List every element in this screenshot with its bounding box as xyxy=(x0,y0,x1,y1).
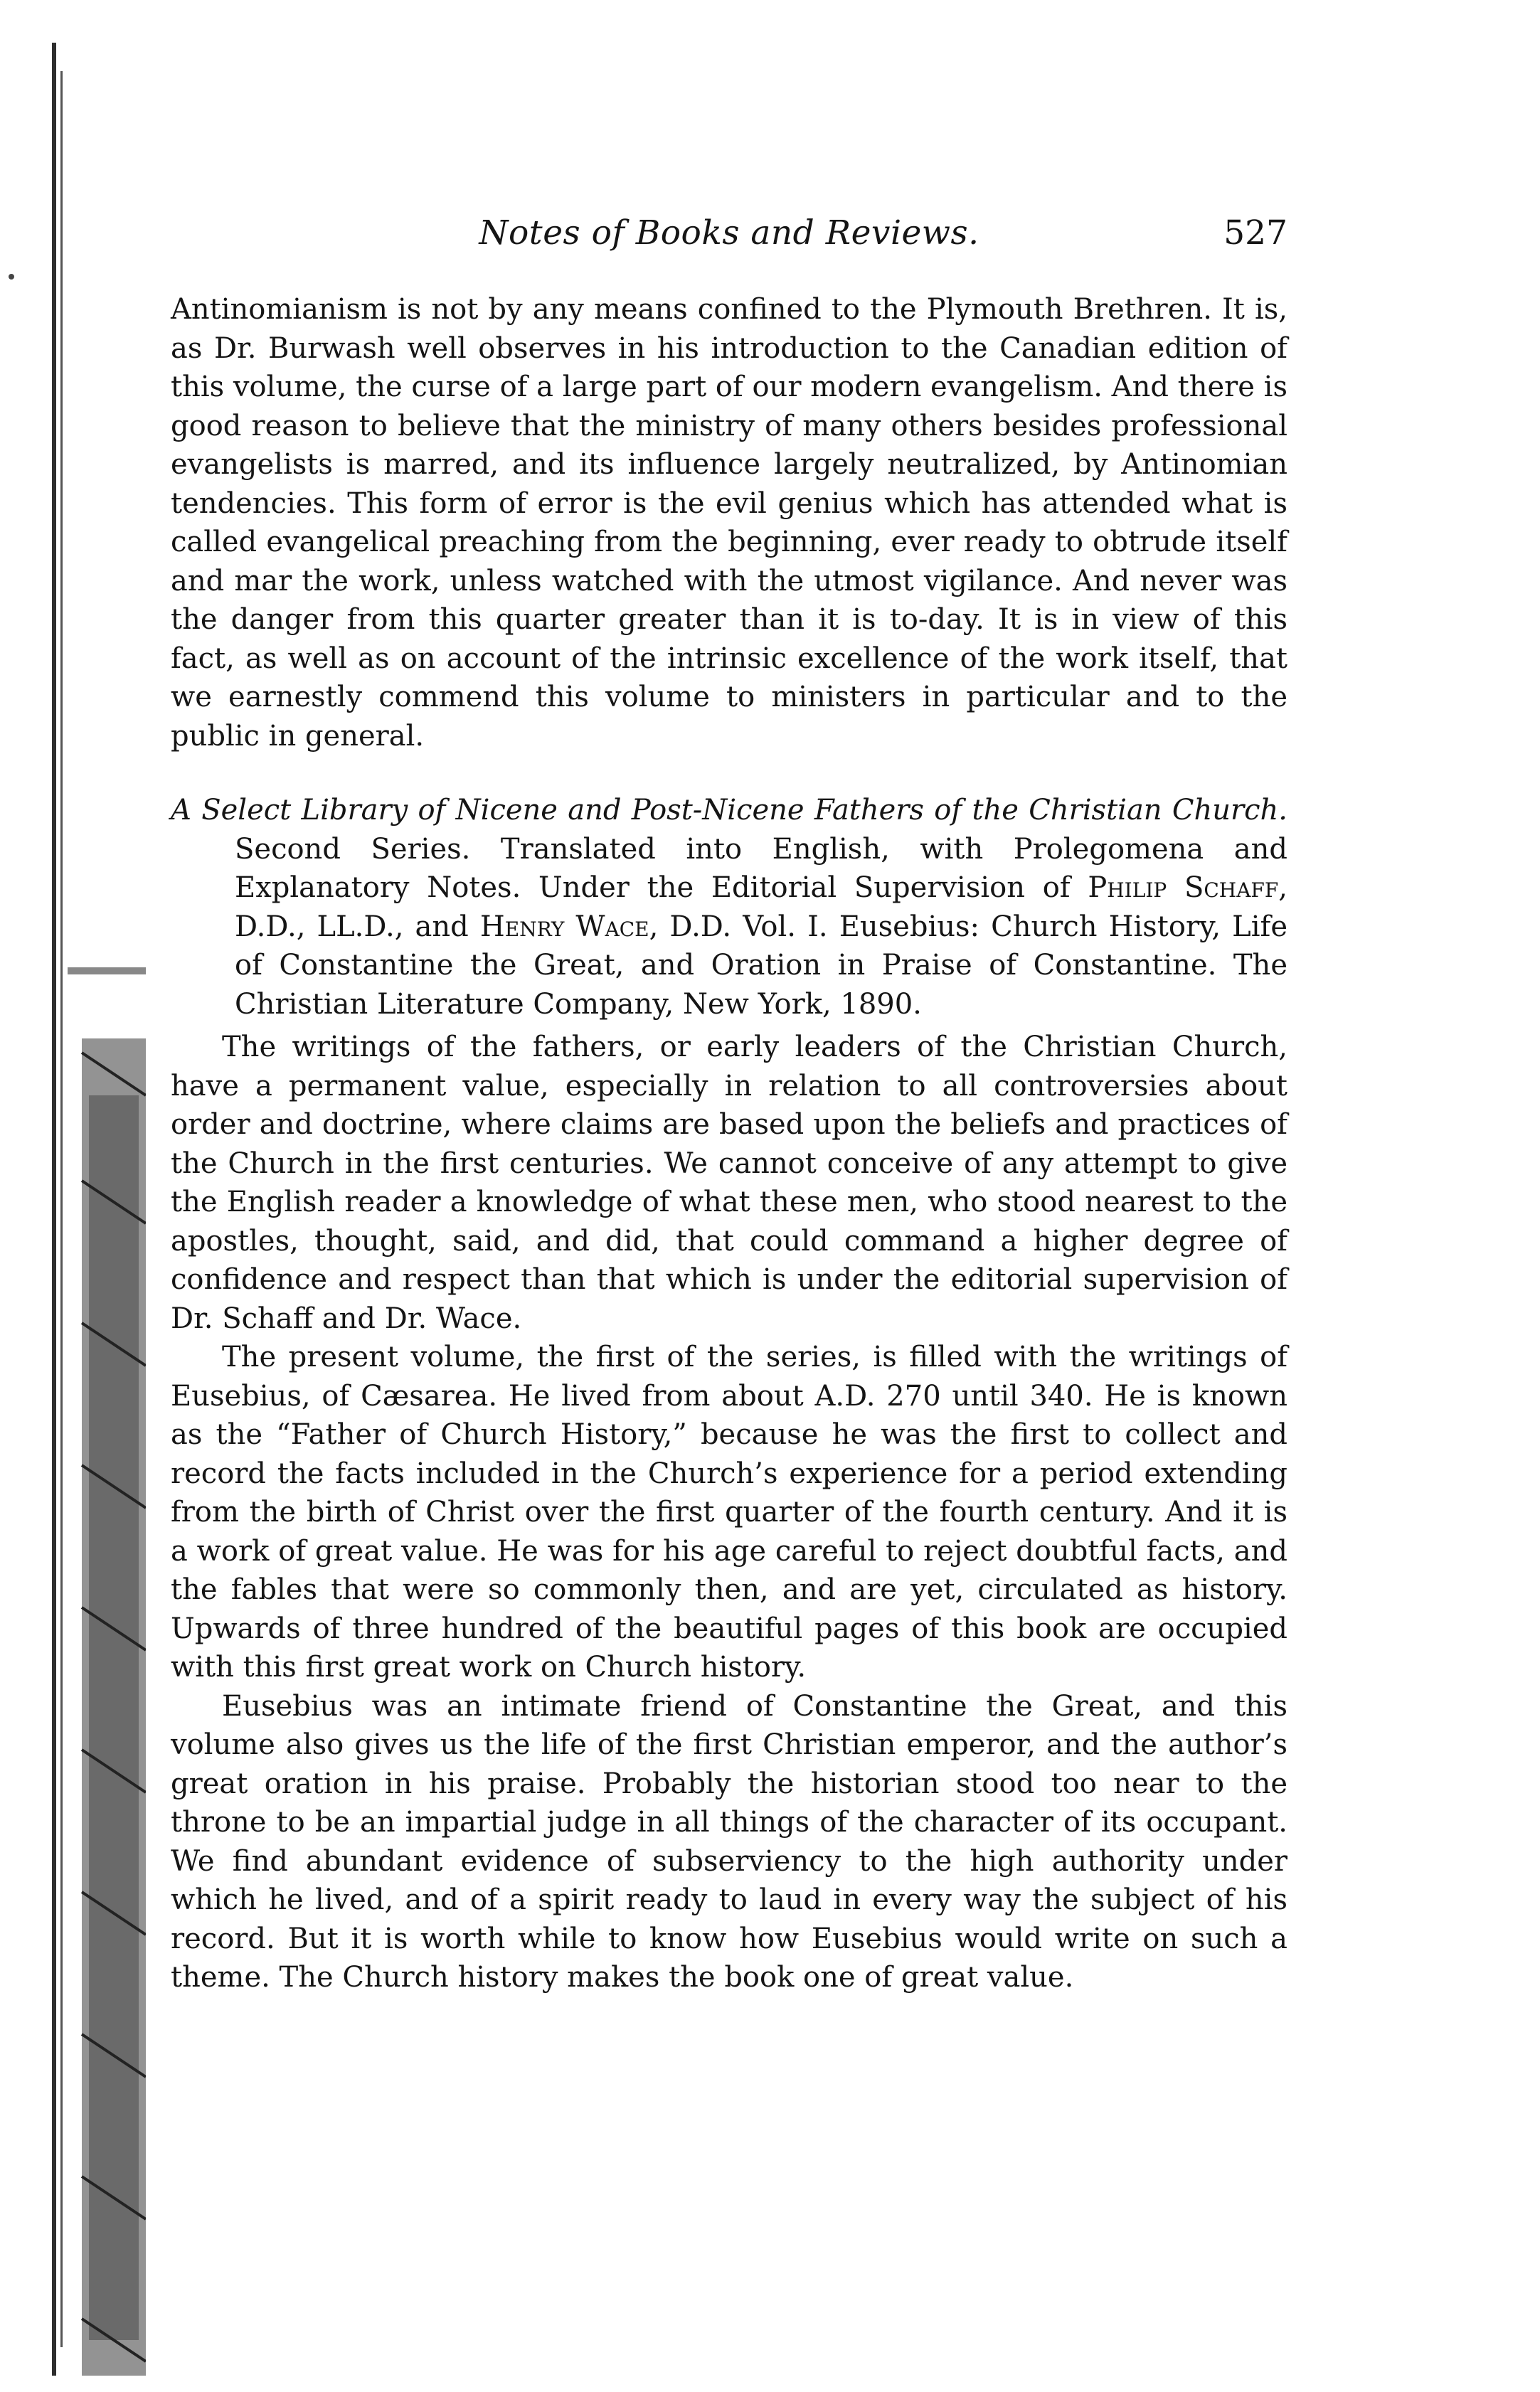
editor-wace: Henry Wace xyxy=(479,910,649,943)
paragraph-antinomianism: Antinomianism is not by any means confined to the Plymouth Brethren. It is, as Dr. Burwash well observes in his introduction to the Canadian edition of this volume, the curse of a large part of our modern evangelism. And there is good reason to believe that the ministry of many others besides professional evangelists is marred, and its influence largely neutralized, by Antinomian tendencies. This form of error is the evil genius which has attended what is called evangelical preaching from the beginning, ever ready to obtrude itself and mar the work, unless watched with the utmost vigilance. And never was the danger from this quarter greater than it is to-day. It is in view of this fact, as well as on account of the intrinsic excellence of the work itself, that we earnestly commend this volume to ministers in particular and to the public in general. xyxy=(171,293,1287,753)
stray-dot-mark xyxy=(9,274,14,280)
book-page xyxy=(171,213,1287,1997)
review-paragraph-fathers: The writings of the fathers, or early leaders of the Christian Church, have a permanent value, especially in relation to all controversies about order and doctrine, where claims are based upon the beliefs and practices of the Church in the first centuries. We cannot conceive of any attempt to give the English reader a knowledge of what these men, who stood nearest to the apostles, thought, said, and did, that could command a higher degree of confidence and respect than that which is under the editorial supervision of Dr. Schaff and Dr. Wace. xyxy=(171,1031,1287,1335)
book-title: A Select Library of Nicene and Post-Nicene Fathers of the Christian Church. xyxy=(171,794,1287,826)
review-paragraph-constantine: Eusebius was an intimate friend of Constantine the Great, and this volume also gives us the life of the first Christian emperor, and the author’s great oration in his praise. Probably the historian stood too near to the throne to be an impartial judge in all things of the character of its occupant. We find abundant evidence of subserviency to the high authority under which he lived, and of a spirit ready to laud in every way the subject of his record. But it is worth while to know how Eusebius would write on such a theme. The Church history makes the book one of great value. xyxy=(171,1689,1287,1994)
binding-edge-scan-artifact xyxy=(39,43,146,2376)
review-details-part1: Second Series. Translated into English, with Prolegomena and Explanatory Notes. Under the Editorial Supervision of xyxy=(235,832,1287,904)
review-details-part3: , D.D. Vol. I. Eusebius: Church History, Life of Constantine the Great, and Oration in Praise of Constantine. The Christian Literature Company, New York, 1890. xyxy=(235,910,1287,1021)
running-head xyxy=(171,213,1287,270)
page-number: 527 xyxy=(1223,213,1287,253)
review-paragraph-eusebius: The present volume, the first of the series, is filled with the writings of Eusebius, of Cæsarea. He lived from about A.D. 270 until 340. He is known as the “Father of Church History,” because he was the first to collect and record the facts included in the Church’s experience for a period extending from the birth of Christ over the first quarter of the fourth century. And it is a work of great value. He was for his age careful to reject doubtful facts, and the fables that were so commonly then, and are yet, circulated as history. Upwards of three hundred of the beautiful pages of this book are occupied with this first great work on Church history. xyxy=(171,1341,1287,1684)
editor-schaff: Philip Schaff xyxy=(1088,871,1279,904)
review-heading xyxy=(171,791,1287,1024)
review-details-part2: , D.D., LL.D., and xyxy=(235,871,1287,943)
running-title: Notes of Books and Reviews. xyxy=(479,213,979,253)
